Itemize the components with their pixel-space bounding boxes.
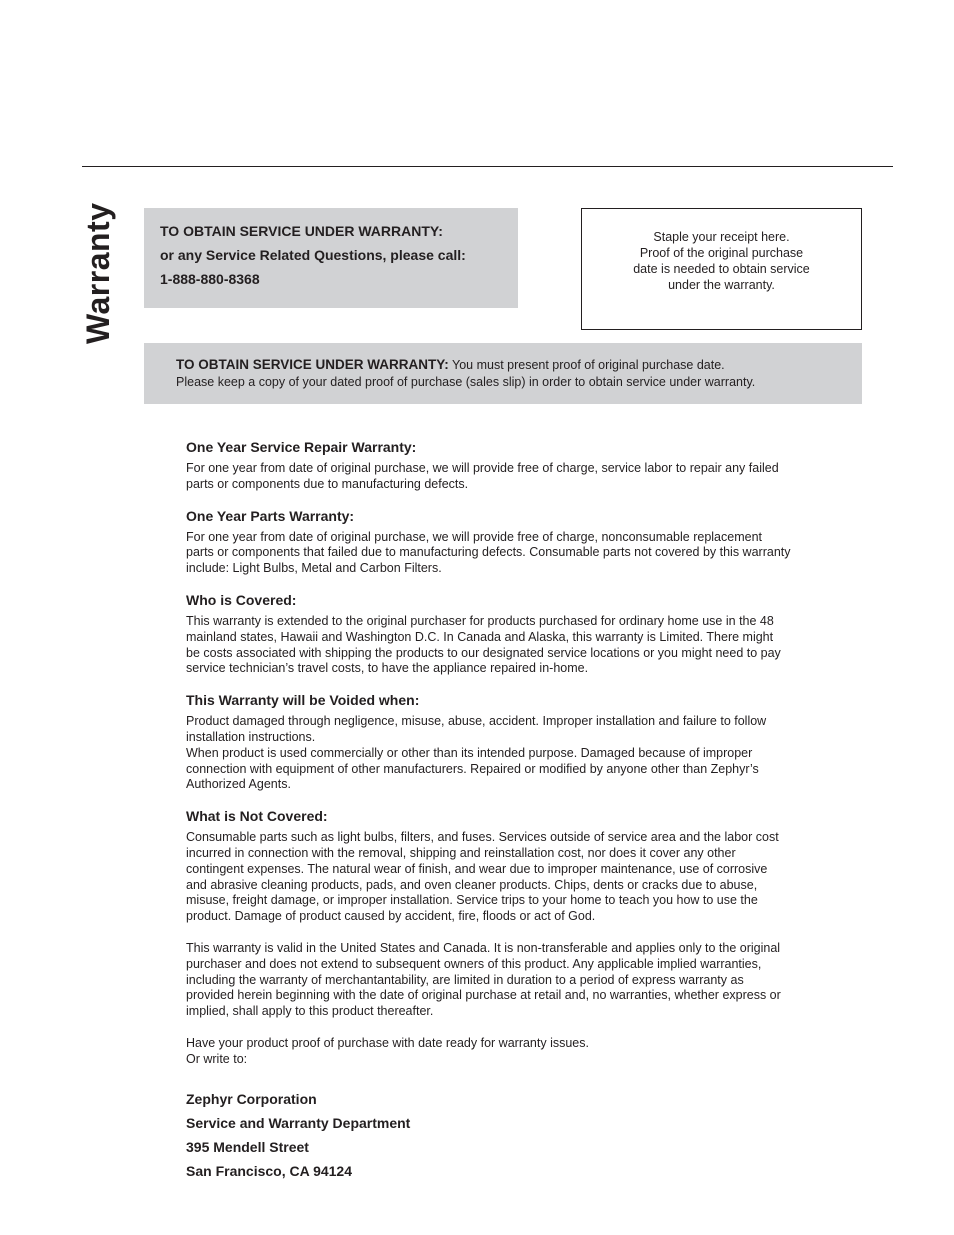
notice-line-2: Please keep a copy of your dated proof of purchase (sales slip) in order to obtain service under warranty.	[176, 375, 756, 389]
body-line: This warranty is extended to the original purchaser for products purchased for ordinary home use in the 48	[186, 613, 774, 628]
section-body-service-repair	[186, 461, 846, 493]
section-heading-not-covered: What is Not Covered:	[186, 808, 328, 825]
body-line: connection with equipment of other manufacturers. Repaired or modified by anyone other than Zephyr’s	[186, 761, 759, 776]
body-line: product. Damage of product caused by accident, fire, floods or act of God.	[186, 909, 596, 924]
body-line: be costs associated with shipping the products to our designated service locations or you might need to pay	[186, 645, 781, 660]
call-box-subheading: or any Service Related Questions, please call:	[160, 247, 466, 263]
section-body-parts	[186, 530, 846, 577]
body-line: For one year from date of original purchase, we will provide free of charge, service labor to repair any failed	[186, 461, 779, 475]
service-call-box	[144, 208, 518, 308]
body-line: parts or components due to manufacturing defects.	[186, 476, 469, 491]
body-line: contingent expenses. The natural wear of finish, and wear due to improper maintenance, use of corrosive	[186, 861, 768, 876]
receipt-line: Staple your receipt here.	[653, 230, 790, 244]
body-line: Product damaged through negligence, misuse, abuse, accident. Improper installation and failure to follow	[186, 714, 767, 729]
section-heading-who-covered: Who is Covered:	[186, 591, 297, 608]
body-line: For one year from date of original purchase, we will provide free of charge, nonconsumable replacement	[186, 529, 763, 544]
side-title: Warranty	[80, 202, 116, 344]
body-line: misuse, freight damage, or improper installation. Service trips to your home to teach you how to use the	[186, 893, 758, 908]
section-body-not-covered	[186, 830, 846, 925]
receipt-line: under the warranty.	[668, 278, 775, 292]
top-divider	[82, 166, 893, 167]
address-company: Zephyr Corporation	[186, 1090, 317, 1107]
section-heading-service-repair: One Year Service Repair Warranty:	[186, 439, 417, 455]
mailing-address	[186, 1087, 846, 1183]
notice-line-1	[176, 356, 862, 374]
body-line: Authorized Agents.	[186, 777, 291, 792]
body-line: Consumable parts such as light bulbs, filters, and fuses. Services outside of service area and the labor cost	[186, 830, 779, 845]
address-department: Service and Warranty Department	[186, 1114, 411, 1131]
body-line: This warranty is valid in the United States and Canada. It is non-transferable and applies only to the original	[186, 940, 781, 955]
body-line: incurred in connection with the removal, shipping and reinstallation cost, nor does it cover any other	[186, 845, 736, 860]
body-line: When product is used commercially or other than its intended purpose. Damaged because of improper	[186, 745, 753, 760]
receipt-line: date is needed to obtain service	[633, 262, 810, 276]
call-box-heading: TO OBTAIN SERVICE UNDER WARRANTY:	[160, 223, 443, 239]
receipt-line: Proof of the original purchase	[639, 246, 804, 260]
address-street: 395 Mendell Street	[186, 1138, 309, 1155]
body-line: purchaser and does not extend to subsequent owners of this product. Any applicable implied warranties,	[186, 956, 762, 971]
body-line: mainland states, Hawaii and Washington D.C. In Canada and Alaska, this warranty is Limited. There might	[186, 629, 774, 644]
body-line: installation instructions.	[186, 729, 316, 744]
body-line: including the warranty of merchantantability, are limited in duration to a period of express warranty as	[186, 972, 744, 987]
body-line: service technician’s travel costs, to have the appliance repaired in-home.	[186, 661, 589, 676]
section-body-who-covered	[186, 614, 846, 677]
notice-lead: TO OBTAIN SERVICE UNDER WARRANTY:	[176, 357, 449, 372]
body-line: Have your product proof of purchase with date ready for warranty issues.	[186, 1035, 589, 1050]
proof-of-purchase-notice	[144, 343, 862, 404]
warranty-validity-paragraph	[186, 941, 846, 1020]
service-phone-number: 1-888-880-8368	[160, 271, 260, 287]
receipt-staple-box	[581, 208, 862, 330]
body-line: provided herein beginning with the date of original purchase at retail and, no warranties, whether express or	[186, 988, 781, 1003]
section-heading-voided: This Warranty will be Voided when:	[186, 692, 420, 709]
body-line: Or write to:	[186, 1051, 248, 1066]
body-line: implied, shall apply to this product thereafter.	[186, 1004, 434, 1019]
body-line: and abrasive cleaning products, pads, and oven cleaner products. Chips, dents or cracks due to abuse,	[186, 877, 758, 892]
section-body-voided	[186, 714, 846, 793]
contact-instructions	[186, 1036, 846, 1068]
body-line: parts or components that failed due to manufacturing defects. Consumable parts not covered by this warranty	[186, 545, 791, 560]
address-city: San Francisco, CA 94124	[186, 1162, 353, 1179]
warranty-terms	[186, 437, 846, 1183]
notice-text: You must present proof of original purchase date.	[448, 358, 725, 372]
body-line: include: Light Bulbs, Metal and Carbon Filters.	[186, 561, 442, 576]
section-heading-parts: One Year Parts Warranty:	[186, 507, 355, 524]
